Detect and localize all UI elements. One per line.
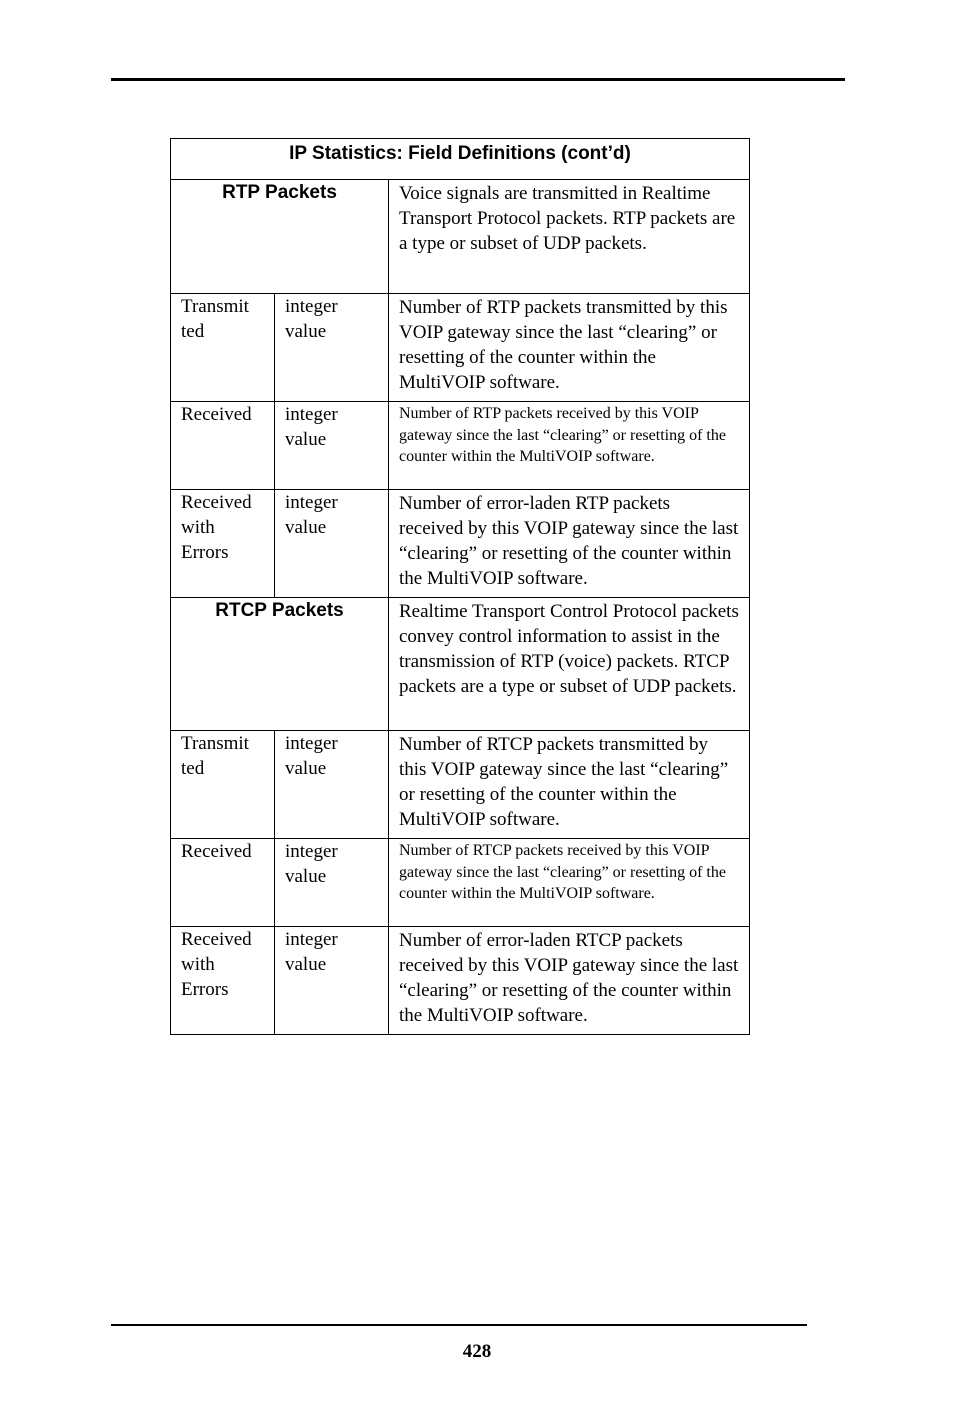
table-title-row <box>171 139 750 180</box>
field-name: Received <box>171 402 275 490</box>
page-number: 428 <box>462 1341 492 1362</box>
field-description: Number of RTP packets received by this VOIP gateway since the last “clearing” or resetting of the counter within the MultiVOIP software. <box>389 402 750 490</box>
section-heading-rtp: RTP Packets <box>171 180 389 294</box>
footer-rule <box>111 1324 807 1326</box>
section-row-rtcp <box>171 598 750 731</box>
table-row <box>171 839 750 927</box>
field-name: Received <box>171 839 275 927</box>
field-name: Transmit ted <box>171 294 275 402</box>
section-row-rtp <box>171 180 750 294</box>
table-row <box>171 927 750 1035</box>
field-description: Number of error-laden RTP packets received by this VOIP gateway since the last “clearing” or resetting of the counter within the MultiVOIP software. <box>389 490 750 598</box>
field-name: Transmit ted <box>171 731 275 839</box>
field-description: Number of RTCP packets transmitted by this VOIP gateway since the last “clearing” or resetting of the counter within the MultiVOIP software. <box>389 731 750 839</box>
field-type: integer value <box>275 490 389 598</box>
table-row <box>171 731 750 839</box>
section-description-rtcp: Realtime Transport Control Protocol packets convey control information to assist in the transmission of RTP (voice) packets. RTCP packets are a type or subset of UDP packets. <box>389 598 750 731</box>
table-row <box>171 402 750 490</box>
section-heading-rtcp: RTCP Packets <box>171 598 389 731</box>
field-description: Number of error-laden RTCP packets received by this VOIP gateway since the last “clearing” or resetting of the counter within the MultiVOIP software. <box>389 927 750 1035</box>
field-name: Received with Errors <box>171 927 275 1035</box>
field-description: Number of RTP packets transmitted by this VOIP gateway since the last “clearing” or resetting of the counter within the MultiVOIP software. <box>389 294 750 402</box>
header-rule <box>111 78 845 81</box>
table-row <box>171 490 750 598</box>
field-type: integer value <box>275 731 389 839</box>
field-description: Number of RTCP packets received by this VOIP gateway since the last “clearing” or resetting of the counter within the MultiVOIP software. <box>389 839 750 927</box>
field-definitions-table <box>170 138 750 1035</box>
table-row <box>171 294 750 402</box>
section-description-rtp: Voice signals are transmitted in Realtime Transport Protocol packets. RTP packets are a type or subset of UDP packets. <box>389 180 750 294</box>
table-title: IP Statistics: Field Definitions (cont’d) <box>171 139 750 180</box>
field-name: Received with Errors <box>171 490 275 598</box>
field-type: integer value <box>275 294 389 402</box>
field-type: integer value <box>275 927 389 1035</box>
field-type: integer value <box>275 402 389 490</box>
field-type: integer value <box>275 839 389 927</box>
